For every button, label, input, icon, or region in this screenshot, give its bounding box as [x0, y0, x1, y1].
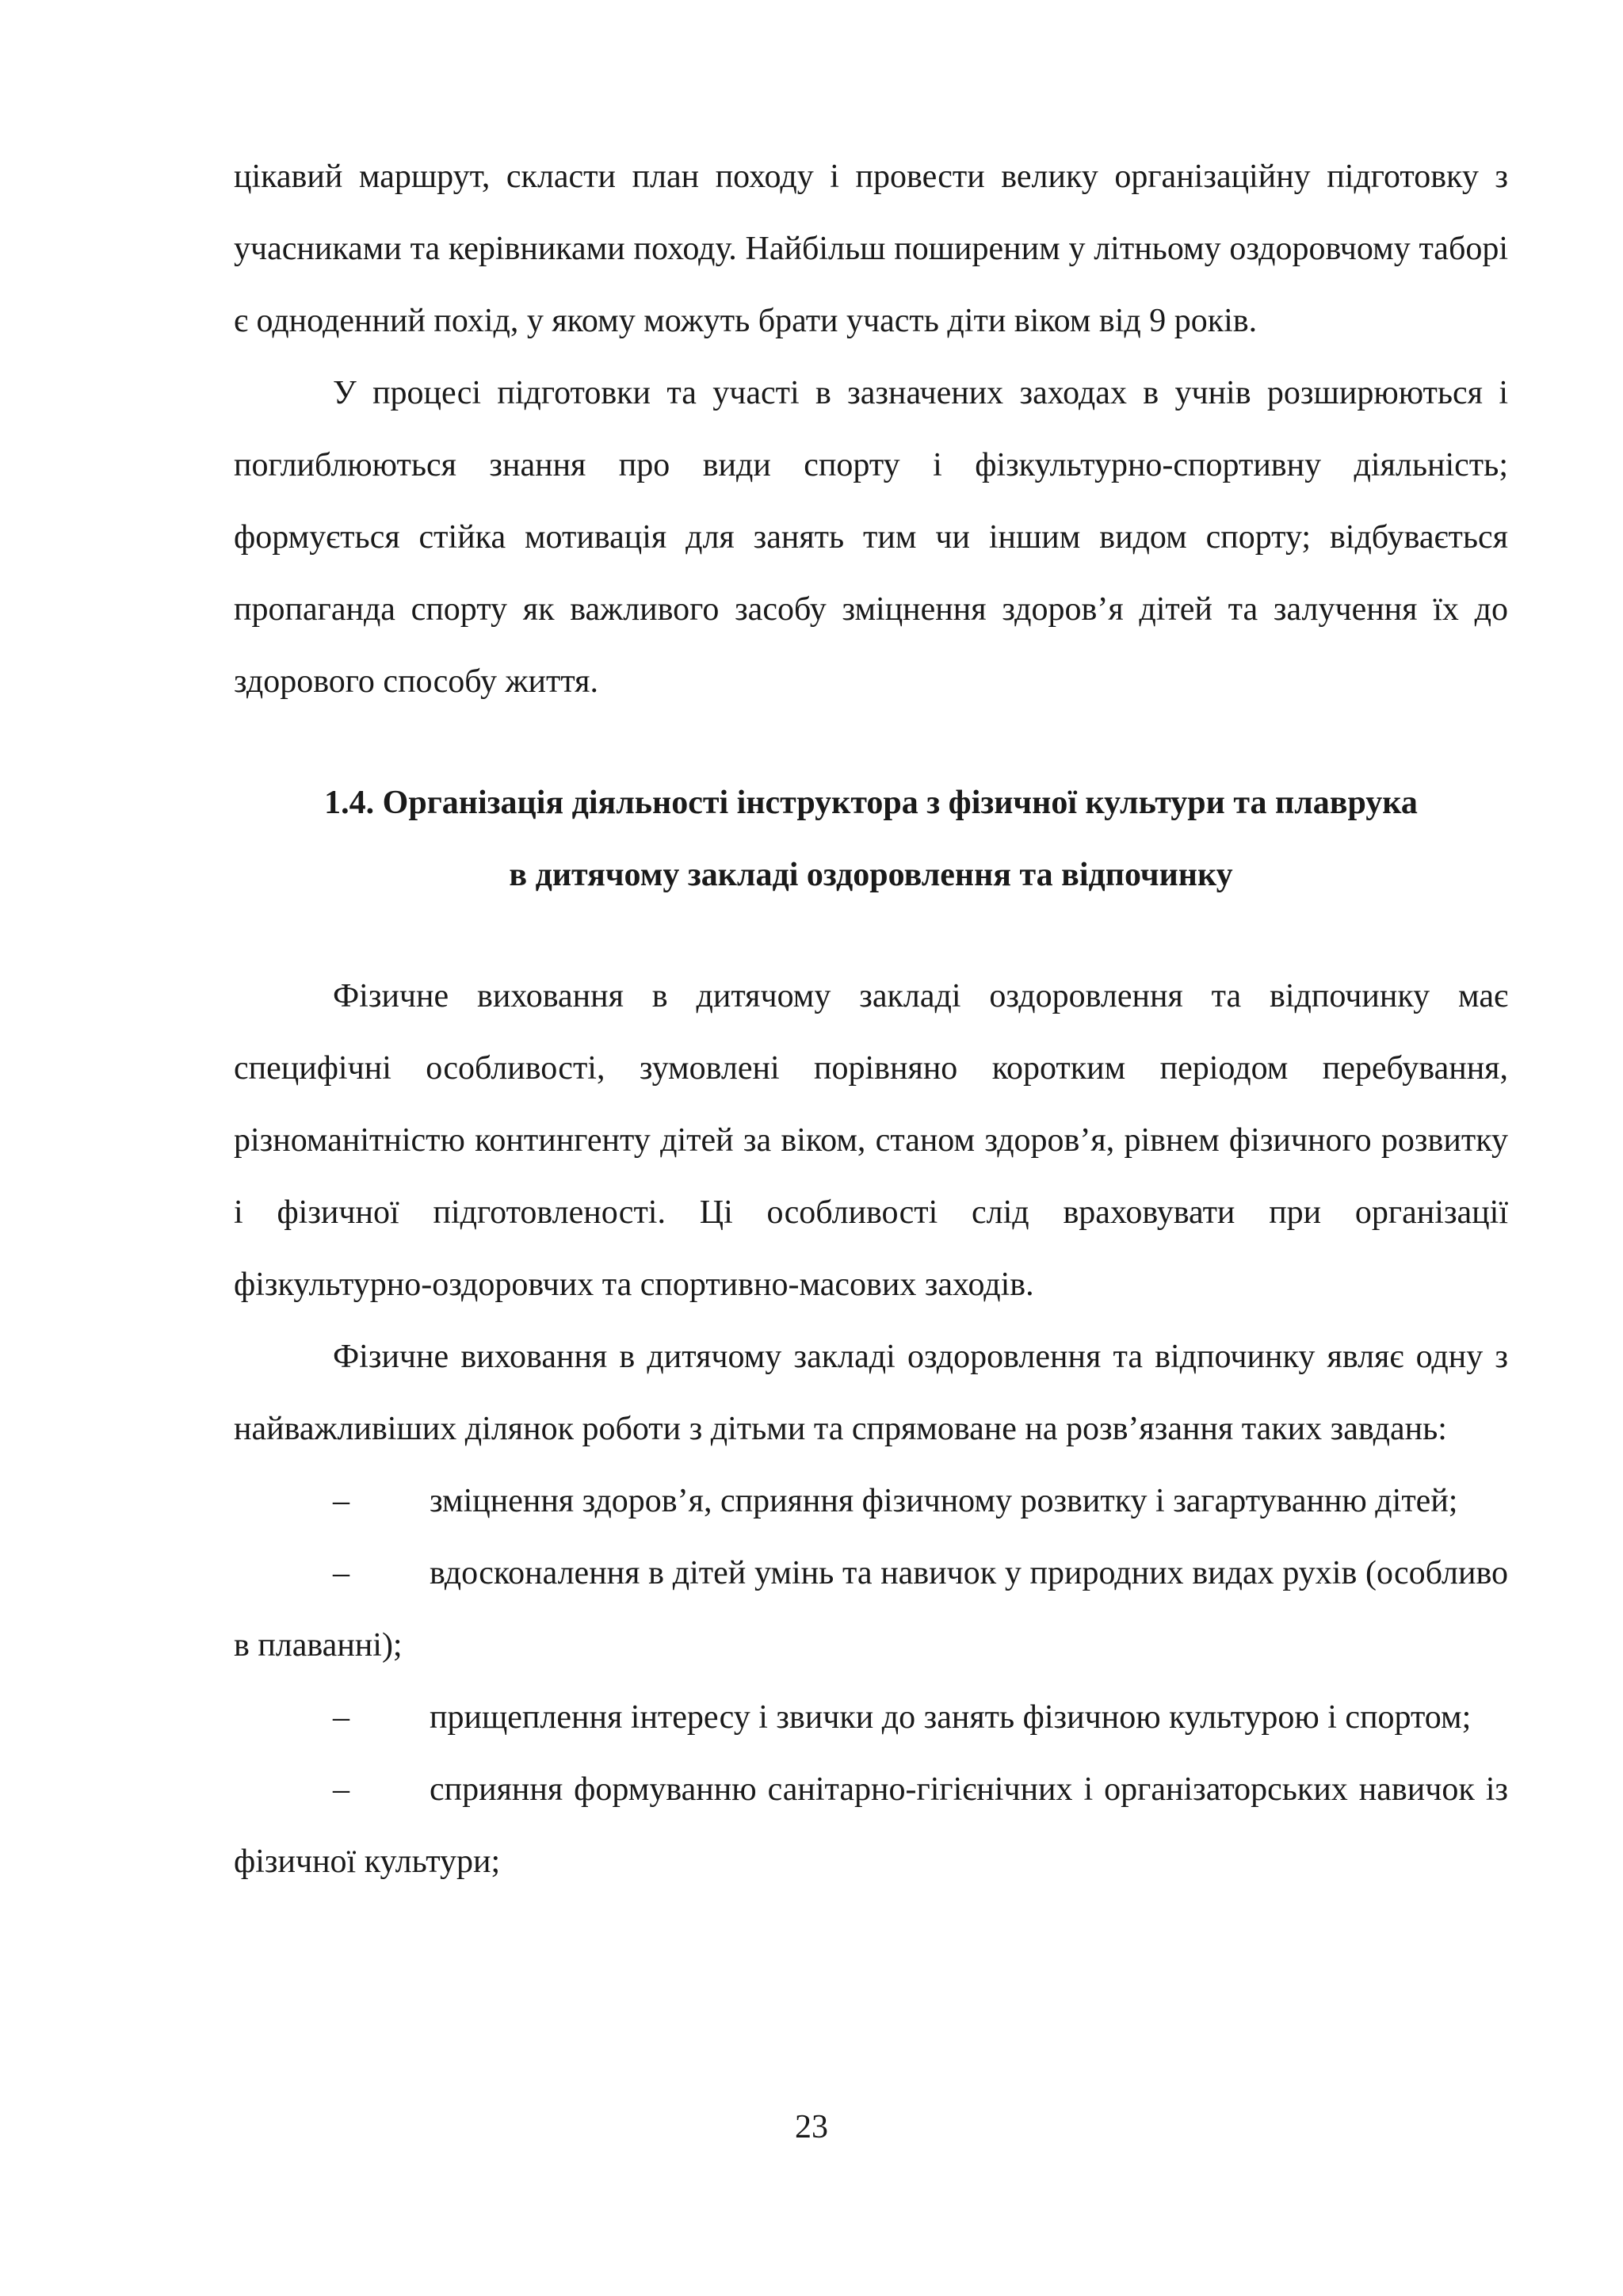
- paragraph-tasks-intro: Фізичне виховання в дитячому закладі оздоровлення та відпочинку являє одну з найважливіших ділянок роботи з дітьми та спрямоване на розв’язання таких завдань:: [234, 1339, 1508, 1447]
- section-heading: [234, 767, 1508, 911]
- list-item-text: прищеплення інтересу і звички до занять фізичною культурою і спортом;: [430, 1699, 1472, 1736]
- list-item-text: сприяння формуванню санітарно-гігієнічних і організаторських навичок із фізичної культури;: [234, 1771, 1508, 1880]
- list-dash-marker: –: [333, 1771, 349, 1808]
- list-dash-marker: –: [333, 1483, 349, 1519]
- list-dash-marker: –: [333, 1699, 349, 1736]
- list-item: [234, 1682, 1508, 1754]
- paragraph-features: Фізичне виховання в дитячому закладі оздоровлення та відпочинку має специфічні особливості, зумовлені порівняно коротким періодом перебування, різноманітністю контингенту дітей за віком, станом здоров’я, рівнем фізичного розвитку і фізичної підготовленості. Ці особливості слід враховувати при організації фізкультурно-оздоровчих та спортивно-масових заходів.: [234, 978, 1508, 1303]
- document-page: [234, 141, 1508, 1898]
- section-heading-line-1: 1.4. Організація діяльності інструктора з фізичної культури та плаврука: [324, 785, 1418, 821]
- list-item: [234, 1754, 1508, 1898]
- paragraph-sports-knowledge: У процесі підготовки та участі в зазначених заходах в учнів розширюються і поглиблюються знання про види спорту і фізкультурно-спортивну діяльність; формується стійка мотивація для занять тим чи іншим видом спорту; відбувається пропаганда спорту як важливого засобу зміцнення здоров’я дітей та залучення їх до здорового способу життя.: [234, 375, 1508, 700]
- list-item-text: вдосконалення в дітей умінь та навичок у природних видах рухів (особливо в плаванні);: [234, 1555, 1508, 1664]
- list-item-text: зміцнення здоров’я, сприяння фізичному розвитку і загартуванню дітей;: [430, 1483, 1458, 1519]
- paragraph-continuation: цікавий маршрут, скласти план походу і провести велику організаційну підготовку з учасниками та керівниками походу. Найбільш поширеним у літньому оздоровчому таборі є одноденний похід, у якому можуть брати участь діти віком від 9 років.: [234, 159, 1508, 339]
- list-dash-marker: –: [333, 1555, 349, 1591]
- section-heading-line-2: в дитячому закладі оздоровлення та відпочинку: [509, 857, 1233, 893]
- page-number: 23: [795, 2109, 828, 2145]
- list-item: [234, 1538, 1508, 1682]
- list-item: [234, 1465, 1508, 1538]
